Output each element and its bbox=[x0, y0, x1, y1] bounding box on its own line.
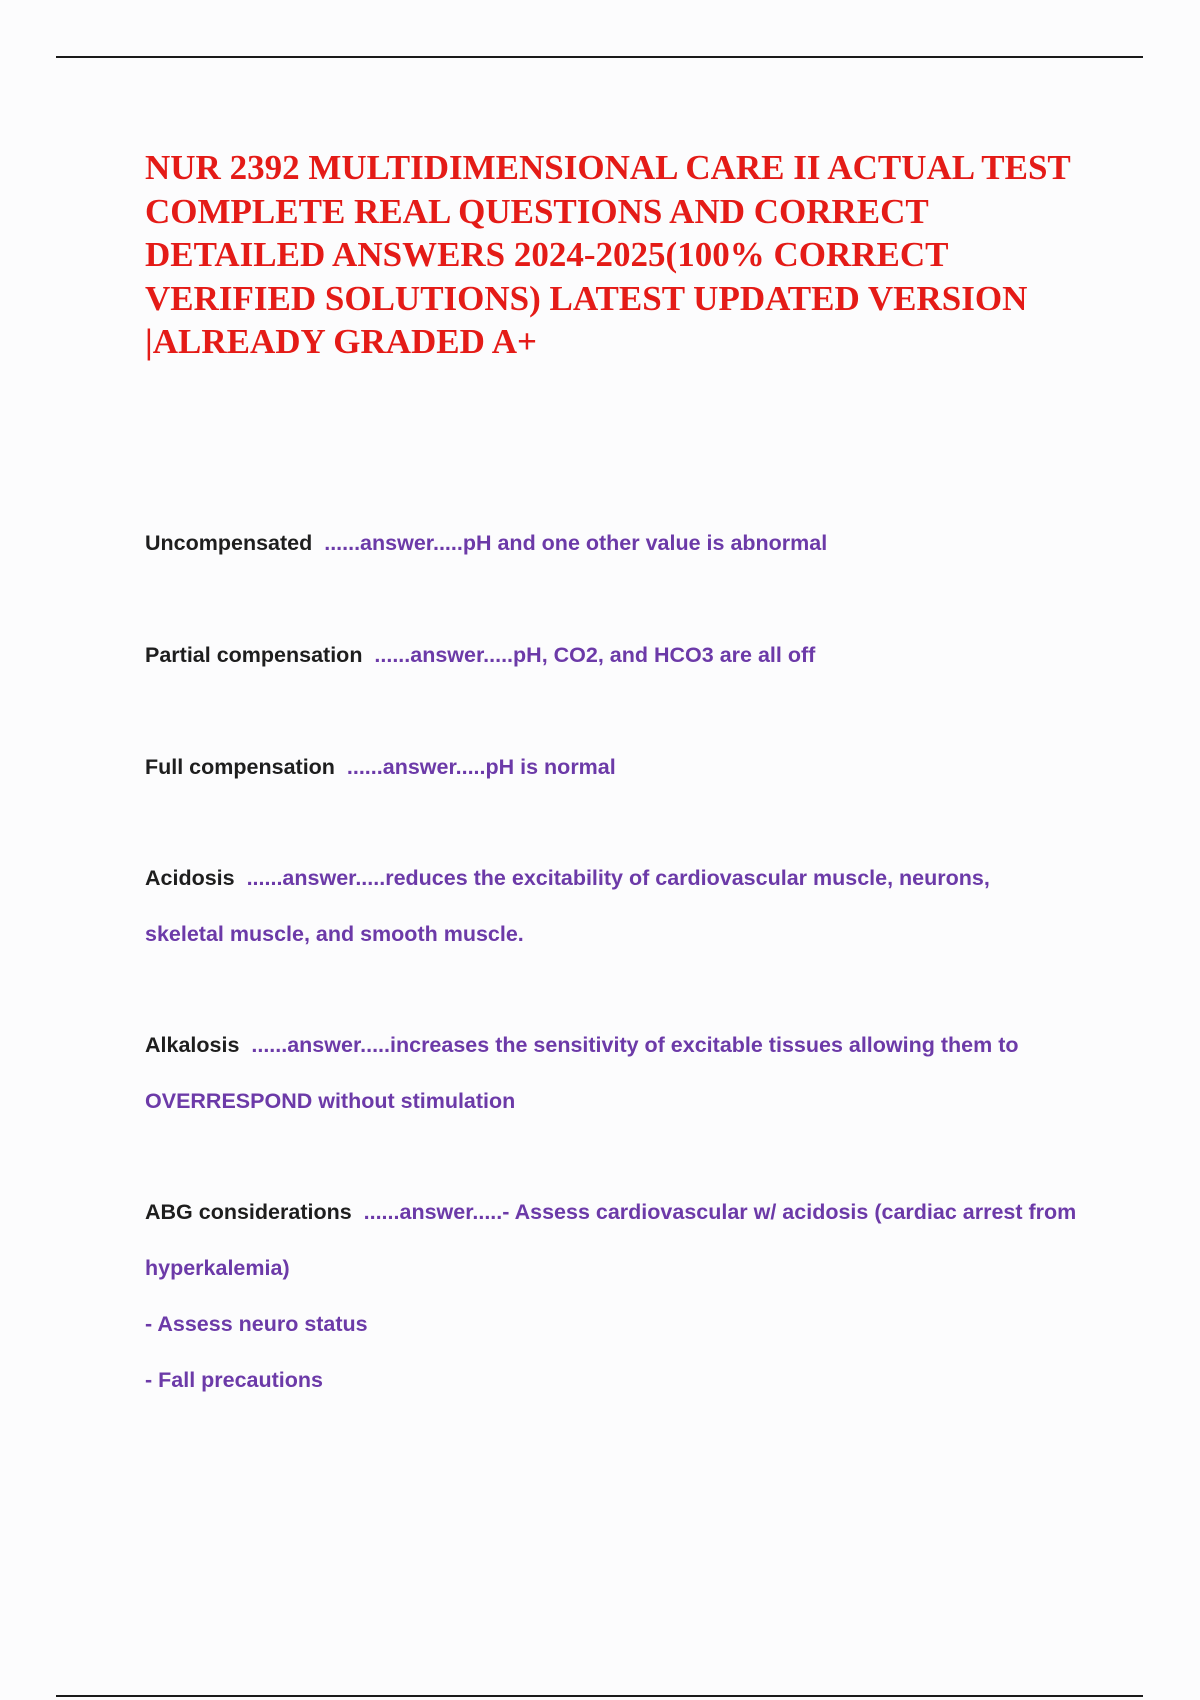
entry-answer: pH and one other value is abnormal bbox=[462, 531, 828, 555]
entry-separator: ......answer..... bbox=[363, 1200, 503, 1224]
entry-term: Acidosis bbox=[145, 866, 235, 890]
entry-term: Uncompensated bbox=[145, 531, 313, 555]
qa-entry-full-compensation bbox=[145, 739, 1105, 795]
entry-separator: ......answer..... bbox=[374, 643, 514, 667]
entry-separator: ......answer..... bbox=[251, 1033, 390, 1057]
entry-term: Full compensation bbox=[145, 755, 335, 779]
qa-entry-acidosis bbox=[145, 850, 1005, 962]
entry-separator: ......answer..... bbox=[346, 755, 486, 779]
qa-entry-alkalosis bbox=[145, 1017, 1055, 1129]
entry-answer: pH is normal bbox=[485, 755, 616, 779]
entry-extra-line: - Assess neuro status bbox=[145, 1312, 368, 1336]
entry-answer: reduces the excitability of cardiovascular muscle, neurons, skeletal muscle, and smooth muscle. bbox=[145, 866, 990, 946]
document-title: NUR 2392 MULTIDIMENSIONAL CARE II ACTUAL TEST COMPLETE REAL QUESTIONS AND CORRECT DETAILED ANSWERS 2024-2025(100% CORRECT VERIFIED SOLUTIONS) LATEST UPDATED VERSION |ALREADY GRADED A+ bbox=[145, 148, 1071, 361]
entry-term: Partial compensation bbox=[145, 643, 363, 667]
top-rule bbox=[56, 56, 1143, 58]
qa-entry-abg-considerations bbox=[145, 1184, 1085, 1408]
entry-term: Alkalosis bbox=[145, 1033, 240, 1057]
entry-answer: - Assess cardiovascular w/ acidosis (cardiac arrest from hyperkalemia) bbox=[145, 1200, 1077, 1280]
qa-entry-uncompensated bbox=[145, 515, 1105, 571]
entry-answer: pH, CO2, and HCO3 are all off bbox=[513, 643, 816, 667]
entry-extra-line: - Fall precautions bbox=[145, 1368, 324, 1392]
bottom-rule bbox=[56, 1695, 1143, 1697]
entry-separator: ......answer..... bbox=[324, 531, 463, 555]
entry-term: ABG considerations bbox=[145, 1200, 352, 1224]
qa-entry-partial-compensation bbox=[145, 627, 1105, 683]
entry-separator: ......answer..... bbox=[246, 866, 386, 890]
entry-answer: increases the sensitivity of excitable tissues allowing them to OVERRESPOND without stimulation bbox=[145, 1033, 1019, 1113]
